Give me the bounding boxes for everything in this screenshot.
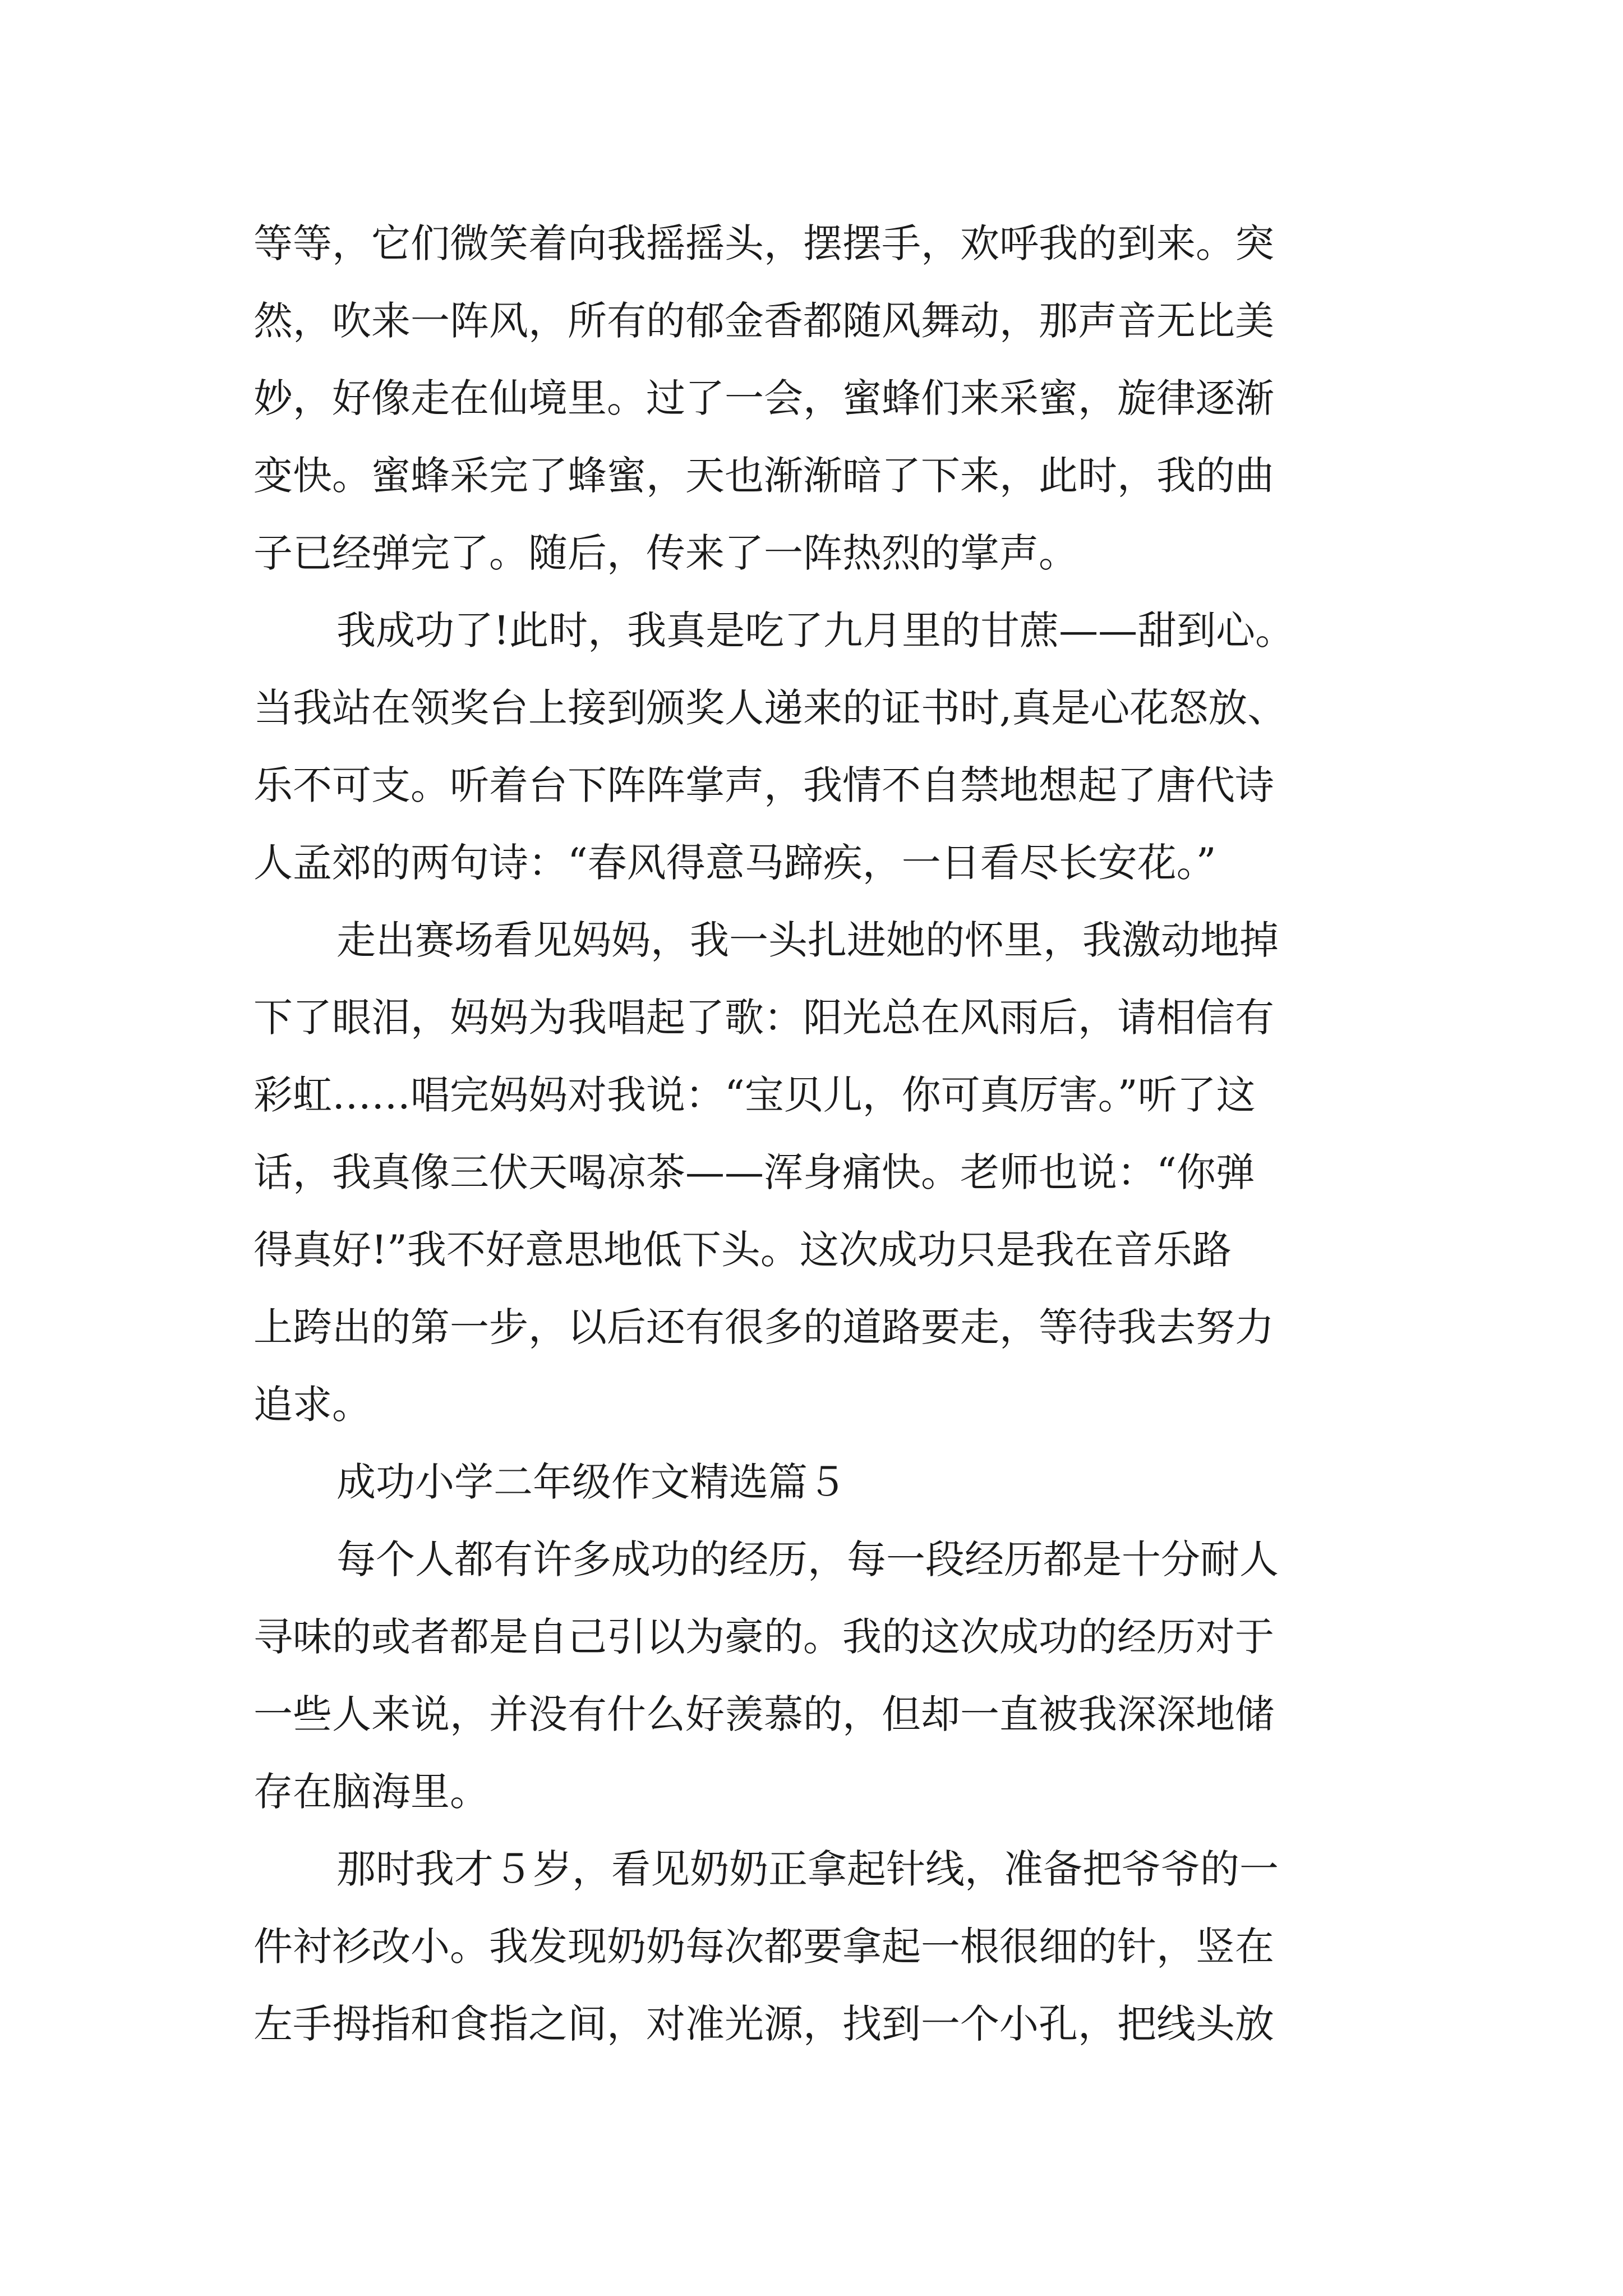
paragraph-line: 然，吹来一阵风，所有的郁金香都随风舞动，那声音无比美 [253, 298, 1274, 344]
paragraph-line: 上跨出的第一步，以后还有很多的道路要走，等待我去努力 [253, 1304, 1274, 1350]
paragraph-line: 彩虹……唱完妈妈对我说：“宝贝儿，你可真厉害。”听了这 [253, 1072, 1256, 1118]
paragraph-line: 变快。蜜蜂采完了蜂蜜，天也渐渐暗了下来，此时，我的曲 [253, 453, 1274, 499]
section-heading: 成功小学二年级作文精选篇５ [336, 1459, 847, 1505]
paragraph-line: 寻味的或者都是自己引以为豪的。我的这次成功的经历对于 [253, 1614, 1274, 1660]
paragraph-line: 走出赛场看见妈妈，我一头扎进她的怀里，我激动地掉 [336, 917, 1279, 963]
paragraph-line: 当我站在领奖台上接到颁奖人递来的证书时,真是心花怒放、 [253, 685, 1287, 731]
paragraph-line: 乐不可支。听着台下阵阵掌声，我情不自禁地想起了唐代诗 [253, 762, 1274, 808]
paragraph-line: 每个人都有许多成功的经历，每一段经历都是十分耐人 [336, 1536, 1279, 1582]
paragraph-line: 一些人来说，并没有什么好羡慕的，但却一直被我深深地储 [253, 1691, 1274, 1737]
paragraph-line: 那时我才５岁，看见奶奶正拿起针线，准备把爷爷的一 [336, 1846, 1279, 1892]
paragraph-line: 等等，它们微笑着向我摇摇头，摆摆手，欢呼我的到来。突 [253, 220, 1274, 266]
paragraph-line: 追求。 [253, 1382, 371, 1428]
paragraph-line: 人孟郊的两句诗：“春风得意马蹄疾，一日看尽长安花。” [253, 840, 1216, 886]
paragraph-line: 子已经弹完了。随后，传来了一阵热烈的掌声。 [253, 530, 1078, 576]
paragraph-line: 左手拇指和食指之间，对准光源，找到一个小孔，把线头放 [253, 2001, 1274, 2047]
paragraph-line: 妙，好像走在仙境里。过了一会，蜜蜂们来采蜜，旋律逐渐 [253, 375, 1274, 421]
paragraph-line: 下了眼泪，妈妈为我唱起了歌：阳光总在风雨后，请相信有 [253, 995, 1274, 1041]
paragraph-line: 得真好!”我不好意思地低下头。这次成功只是我在音乐路 [253, 1227, 1232, 1273]
paragraph-line: 话，我真像三伏天喝凉茶——浑身痛快。老师也说：“你弹 [253, 1149, 1255, 1195]
paragraph-line: 存在脑海里。 [253, 1769, 489, 1815]
paragraph-line: 我成功了!此时，我真是吃了九月里的甘蔗——甜到心。 [336, 608, 1295, 654]
paragraph-line: 件衬衫改小。我发现奶奶每次都要拿起一根很细的针，竖在 [253, 1924, 1274, 1970]
body-text [253, 205, 1381, 2063]
